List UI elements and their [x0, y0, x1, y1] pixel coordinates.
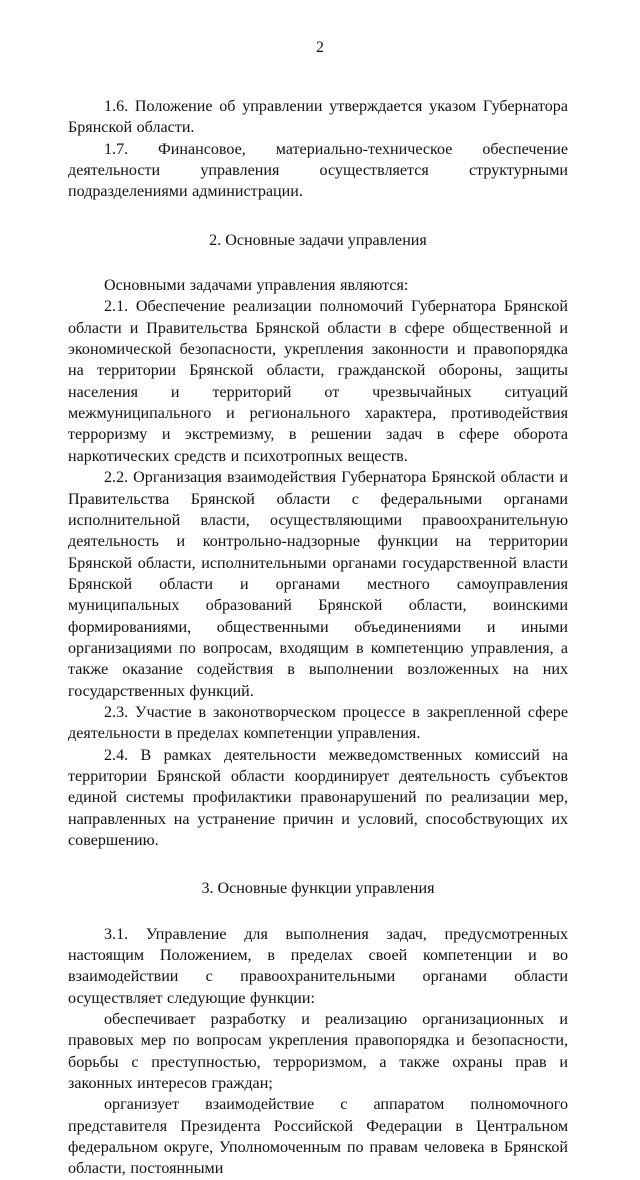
function-item: обеспечивает разработку и реализацию организационных и правовых мер по вопросам укрепления правопорядка и безопасности, борьбы с преступностью, терроризмом, а также охраны прав и законных интересов граждан;: [68, 1011, 568, 1093]
section-2-heading: 2. Основные задачи управления: [209, 231, 427, 249]
paragraph-1-7: 1.7. Финансовое, материально-техническое обеспечение деятельности управления осуществляется структурными подразделениями администрации.: [68, 140, 568, 201]
section-2-intro: Основными задачами управления являются:: [104, 277, 409, 295]
paragraph-2-4: 2.4. В рамках деятельности межведомственных комиссий на территории Брянской области координирует деятельность субъектов единой системы профилактики правонарушений по реализации мер, направленных на устранение причин и условий, способствующих их совершению.: [68, 746, 568, 849]
paragraph-2-1: 2.1. Обеспечение реализации полномочий Губернатора Брянской области и Правительства Брянской области в сфере общественной и экономической безопасности, укрепления законности и правопорядка на территории Брянской области, гражданской обороны, защиты населения и территорий от чрезвычайных ситуаций межмуниципального и регионального характера, противодействия терроризму и экстремизму, в решении задач в сфере оборота наркотических средств и психотропных веществ.: [68, 298, 568, 465]
page-number: 2: [316, 39, 324, 56]
paragraph-2-3: 2.3. Участие в законотворческом процессе в закрепленной сфере деятельности в пределах компетенции управления.: [68, 703, 568, 743]
paragraph-3-1: 3.1. Управление для выполнения задач, предусмотренных настоящим Положением, в пределах своей компетенции и во взаимодействии с правоохранительными органами области осуществляет следующие функции:: [68, 925, 568, 1007]
paragraph-1-6: 1.6. Положение об управлении утверждается указом Губернатора Брянской области.: [68, 98, 568, 137]
paragraph-2-2: 2.2. Организация взаимодействия Губернатора Брянской области и Правительства Брянской области с федеральными органами исполнительной власти, осуществляющими правоохранительную деятельность и контрольно-надзорные функции на территории Брянской области, исполнительными органами государственной власти Брянской области и органами местного самоуправления муниципальных образований Брянской области, воинскими формированиями, общественными объединениями и иными организациями по вопросам, входящим в компетенцию управления, а также оказание содействия в выполнении возложенных на них государственных функций.: [68, 469, 568, 700]
function-item: организует взаимодействие с аппаратом полномочного представителя Президента Российской Федерации в Центральном федеральном округе, Уполномоченным по правам человека в Брянской области, постоянными: [68, 1096, 568, 1178]
section-3-heading: 3. Основные функции управления: [201, 880, 435, 898]
document-body: [68, 96, 568, 1180]
